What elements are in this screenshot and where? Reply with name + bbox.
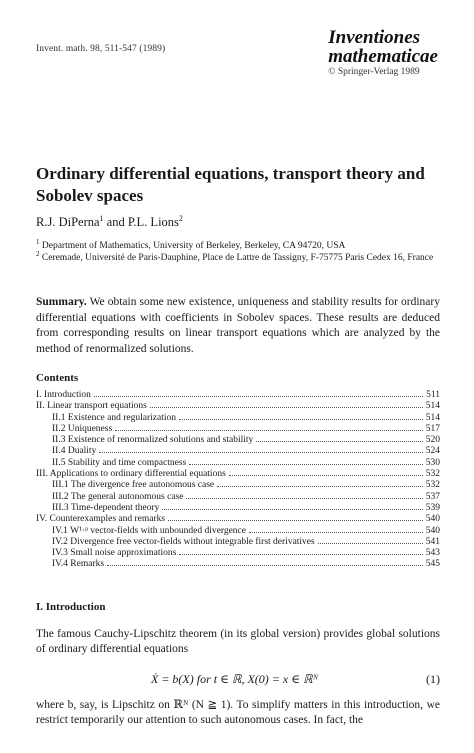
toc-entry-label: II.5 Stability and time compactness: [52, 457, 187, 468]
contents-heading: Contents: [36, 372, 79, 384]
toc-entry: [36, 413, 440, 424]
toc-leader-dots: [150, 407, 423, 408]
toc-entry: [36, 401, 440, 412]
author-name: P.L. Lions: [127, 215, 179, 230]
toc-entry: [36, 424, 440, 435]
toc-entry-label: III.1 The divergence free autonomous case: [52, 480, 215, 491]
paper-title: Ordinary differential equations, transport theory and Sobolev spaces: [36, 164, 425, 205]
toc-entry: [36, 446, 440, 457]
toc-entry: [36, 492, 440, 503]
summary-text: We obtain some new existence, uniqueness and stability results for ordinary differential equations with coefficients in Sobolev spaces. These results are deduced from corresponding results on linear transport equations which are analyzed by the method of renormalized solutions.: [36, 296, 440, 355]
toc-leader-dots: [94, 396, 423, 397]
affiliation-marker: 1: [36, 238, 40, 246]
toc-leader-dots: [186, 498, 422, 499]
toc-entry: [36, 537, 440, 548]
toc-entry-label: II.4 Duality: [52, 446, 97, 457]
toc-entry-label: IV.3 Small noise approximations: [52, 548, 177, 559]
toc-leader-dots: [179, 419, 423, 420]
author-line: [36, 214, 183, 230]
toc-entry: [36, 526, 440, 537]
toc-leader-dots: [168, 520, 423, 521]
equation-content: Ẋ = b(X) for t ∈ ℝ, X(0) = x ∈ ℝᴺ: [151, 672, 319, 686]
journal-masthead: [328, 28, 438, 77]
toc-entry-page: 537: [425, 491, 440, 502]
toc-leader-dots: [318, 543, 423, 544]
toc-entry-page: 530: [425, 457, 440, 468]
toc-entry: [36, 458, 440, 469]
toc-leader-dots: [107, 565, 423, 566]
toc-entry-label: III.3 Time-dependent theory: [52, 502, 160, 513]
toc-entry-page: 540: [425, 514, 440, 525]
toc-leader-dots: [217, 486, 423, 487]
toc-entry-label: IV.4 Remarks: [52, 559, 105, 570]
toc-entry-label: III. Applications to ordinary differential equations: [36, 469, 226, 480]
table-of-contents: [36, 390, 440, 571]
toc-entry-label: I. Introduction: [36, 390, 91, 400]
toc-entry-page: 520: [425, 435, 440, 446]
toc-leader-dots: [249, 532, 423, 533]
toc-entry-label: II.2 Uniqueness: [52, 423, 113, 434]
journal-citation: Invent. math. 98, 511-547 (1989): [36, 44, 166, 54]
toc-entry: [36, 559, 440, 570]
summary-paragraph: [36, 295, 440, 357]
toc-leader-dots: [179, 554, 422, 555]
intro-paragraph-2: where b, say, is Lipschitz on ℝᴺ (N ≧ 1). To simplify matters in this introduction, we restrict temporarily our attention to such autonomous cases. In fact, the: [36, 699, 440, 726]
toc-entry-label: II.3 Existence of renormalized solutions and stability: [52, 435, 254, 446]
toc-entry-label: II.1 Existence and regularization: [52, 412, 176, 423]
toc-leader-dots: [229, 475, 423, 476]
toc-entry-label: IV.2 Divergence free vector-fields without integrable first derivatives: [52, 536, 315, 547]
toc-leader-dots: [256, 441, 422, 442]
introduction-heading: I. Introduction: [36, 601, 106, 613]
toc-entry: [36, 480, 440, 491]
toc-entry: [36, 514, 440, 525]
journal-name-line2: mathematicae: [328, 46, 438, 67]
toc-entry: [36, 548, 440, 559]
author-conjunction: and: [103, 215, 128, 230]
toc-entry-page: 543: [425, 548, 440, 559]
affiliation-marker: 2: [178, 214, 183, 223]
toc-entry: [36, 390, 440, 401]
toc-entry: [36, 435, 440, 446]
toc-leader-dots: [162, 509, 422, 510]
toc-leader-dots: [99, 452, 422, 453]
toc-entry-label: IV. Counterexamples and remarks: [36, 514, 166, 525]
toc-entry-label: III.2 The general autonomous case: [52, 491, 184, 502]
toc-entry-label: IV.1 W¹·ᵖ vector-fields with unbounded divergence: [52, 525, 246, 536]
toc-entry-page: 514: [425, 401, 440, 412]
equation-number: (1): [426, 672, 440, 686]
toc-entry-page: 532: [425, 480, 440, 491]
affiliation-text: Department of Mathematics, University of Berkeley, Berkeley, CA 94720, USA: [41, 241, 346, 252]
toc-leader-dots: [115, 430, 423, 431]
toc-entry-page: 524: [425, 446, 440, 457]
publisher-copyright: © Springer-Verlag 1989: [328, 67, 420, 77]
toc-entry-page: 517: [425, 423, 440, 434]
toc-entry-page: 540: [425, 525, 440, 536]
toc-entry-label: II. Linear transport equations: [36, 401, 147, 412]
toc-entry-page: 539: [425, 502, 440, 513]
intro-paragraph-1: The famous Cauchy-Lipschitz theorem (in its global version) provides global solutions of ordinary differential equations: [36, 628, 440, 655]
toc-entry: [36, 503, 440, 514]
toc-entry-page: 514: [425, 412, 440, 423]
toc-entry-page: 532: [425, 469, 440, 480]
summary-label: Summary.: [36, 296, 87, 308]
affiliation-text: Ceremade, Université de Paris-Dauphine, Place de Lattre de Tassigny, F-75775 Paris Cedex 16, France: [41, 253, 434, 264]
affiliation: [36, 249, 446, 264]
toc-entry-page: 545: [425, 559, 440, 570]
author-name: R.J. DiPerna: [36, 215, 100, 230]
affiliation-marker: 1: [99, 214, 104, 223]
journal-name-line1: Inventiones: [328, 27, 421, 48]
toc-leader-dots: [189, 464, 422, 465]
toc-entry-page: 511: [426, 390, 440, 400]
affiliation-marker: 2: [36, 250, 40, 258]
toc-entry: [36, 469, 440, 480]
toc-entry-page: 541: [425, 536, 440, 547]
